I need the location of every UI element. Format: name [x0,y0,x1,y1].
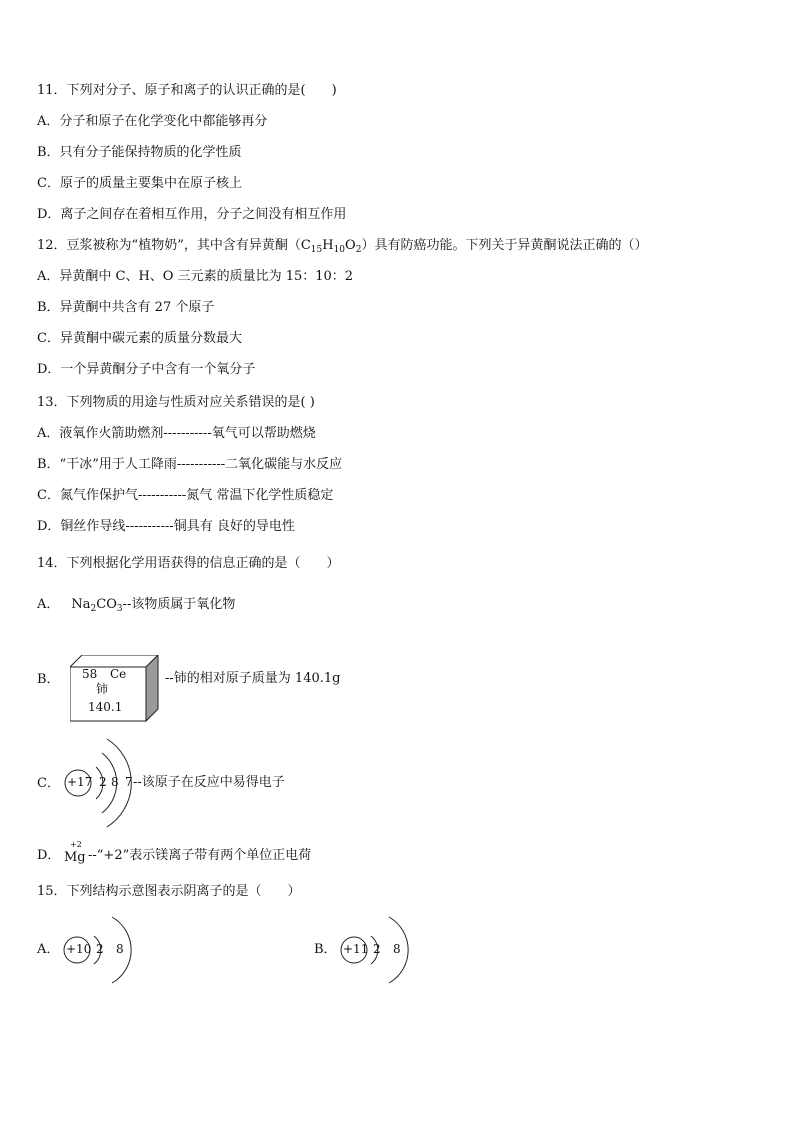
formula-sub-o: 3 [116,604,123,614]
shell-1-electrons: 2 [99,775,107,789]
q15-option-b-label: B． [314,942,337,957]
nucleus-charge: +10 [66,942,92,956]
q12-stem-part2: ）具有防癌功能。下列关于异黄酮说法正确的（） [361,238,648,253]
nucleus-charge: +11 [343,942,369,956]
q14-option-d-text: --“+2”表示镁离子带有两个单位正电荷 [88,848,312,863]
atom-diagram-chlorine [62,735,142,831]
shell-1-electrons: 2 [96,942,104,956]
formula-h: H [322,238,334,253]
q14-option-b-label: B． [37,672,60,687]
q14-option-c-label: C． [37,776,60,791]
q15-option-a-label: A． [37,942,60,957]
q14-option-b-text: --铈的相对原子质量为 140.1g [165,671,341,686]
q14-stem: 14．下列根据化学用语获得的信息正确的是（ ） [37,556,340,571]
shell-2-electrons: 8 [116,942,124,956]
q12-option-b: B．异黄酮中共含有 27 个原子 [37,300,215,315]
q12-stem-part1: 12．豆浆被称为“植物奶”，其中含有异黄酮（C [37,238,311,253]
q13-stem: 13．下列物质的用途与性质对应关系错误的是( ) [37,395,315,410]
q11-option-c: C．原子的质量主要集中在原子核上 [37,176,242,191]
element-cell-cerium [70,655,162,723]
formula-o: O [345,238,356,253]
q12-option-c: C．异黄酮中碳元素的质量分数最大 [37,331,242,346]
formula-sub-na: 2 [90,604,97,614]
q14-option-d-label: D． [37,848,61,863]
q11-stem: 11．下列对分子、原子和离子的认识正确的是( ) [37,83,337,98]
formula-sub-c: 15 [310,245,323,255]
shell-2-electrons: 8 [111,775,119,789]
shell-3-electrons: 7 [125,775,133,789]
element-atomic-mass: 140.1 [88,700,123,714]
atom-diagram-option-b [339,914,409,986]
formula-na: Na [71,597,91,612]
element-atomic-number: 58 [82,667,98,681]
q14-option-a [37,596,235,618]
q13-option-b: B．“干冰”用于人工降雨-----------二氧化碳能与水反应 [37,457,343,472]
formula-co: CO [96,597,117,612]
q13-option-d: D．铜丝作导线-----------铜具有 良好的导电性 [37,519,295,534]
nucleus-charge: +17 [67,775,93,789]
q12-option-a: A．异黄酮中 C、H、O 三元素的质量比为 15：10：2 [37,269,354,284]
q11-option-b: B．只有分子能保持物质的化学性质 [37,145,242,160]
q12-option-d: D．一个异黄酮分子中含有一个氧分子 [37,362,256,377]
q14-option-a-text: --该物质属于氧化物 [122,597,236,612]
mg-symbol: Mg [64,850,86,865]
q13-option-a: A．液氧作火箭助燃剂-----------氧气可以帮助燃烧 [37,426,316,441]
formula-sub-h: 10 [333,245,346,255]
mg-valence-charge: +2 [70,840,82,849]
element-symbol: Ce [110,667,127,681]
q11-option-a: A．分子和原子在化学变化中都能够再分 [37,114,268,129]
shell-2-electrons: 8 [393,942,401,956]
q11-option-d: D．离子之间存在着相互作用，分子之间没有相互作用 [37,207,347,222]
atom-diagram-option-a [62,914,132,986]
element-name: 铈 [96,682,109,696]
q12-stem [37,237,647,259]
shell-1-electrons: 2 [373,942,381,956]
option-label: A． [37,597,60,612]
formula-sub-o: 2 [355,245,362,255]
q13-option-c: C．氮气作保护气-----------氮气 常温下化学性质稳定 [37,488,334,503]
q14-option-c-text: --该原子在反应中易得电子 [133,775,285,790]
q15-stem: 15．下列结构示意图表示阴离子的是（ ） [37,884,301,899]
